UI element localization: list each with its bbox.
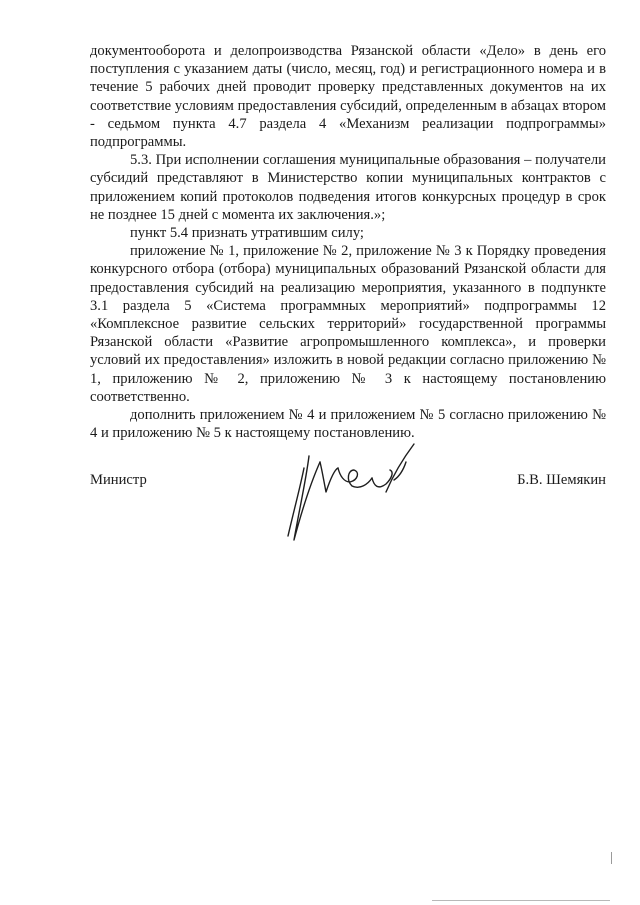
signature-block [90, 470, 606, 530]
paragraph-continuation: документооборота и делопроизводства Рязанской области «Дело» в день его поступления с указанием даты (число, месяц, год) и регистрационного номера и в течение 5 рабочих дней проводит проверку представленных документов на их соответствие условиям предоставления субсидий, определенным в абзацах втором - седьмом пункта 4.7 раздела 4 «Механизм реализации подпрограммы» подпрограммы. [90, 43, 606, 151]
paragraph-appendices-new-edition: приложение № 1, приложение № 2, приложение № 3 к Порядку проведения конкурсного отбора (отбора) муниципальных образований Рязанской области для предоставления субсидий на реализацию мероприятия, указанного в подпункте 3.1 раздела 5 «Система программных мероприятий» подпрограммы 12 «Комплексное развитие сельских территорий» государственной программы Рязанской области «Развитие агропромышленного комплекса», и проверки условий их предоставления» изложить в новой редакции согласно приложению № 1, приложению № 2, приложению № 3 к настоящему постановлению соответственно. [90, 243, 606, 405]
scan-artifact-bottom [432, 900, 610, 901]
paragraph-5-4: пункт 5.4 признать утратившим силу; [130, 225, 364, 242]
paragraph-appendices-supplement: дополнить приложением № 4 и приложением № 5 согласно приложению № 4 и приложению № 5 к настоящему постановлению. [90, 407, 606, 442]
scan-artifact-vertical [611, 852, 612, 864]
document-body [90, 42, 606, 442]
signatory-title: Министр [90, 472, 147, 488]
paragraph-5-3: 5.3. При исполнении соглашения муниципальные образования – получатели субсидий представляют в Министерство копии муниципальных контрактов с приложением копий протоколов подведения итогов конкурсных процедур в срок не позднее 15 дней с момента их заключения.»; [90, 152, 606, 223]
handwritten-signature-icon [282, 440, 417, 548]
signatory-name: Б.В. Шемякин [517, 472, 606, 488]
